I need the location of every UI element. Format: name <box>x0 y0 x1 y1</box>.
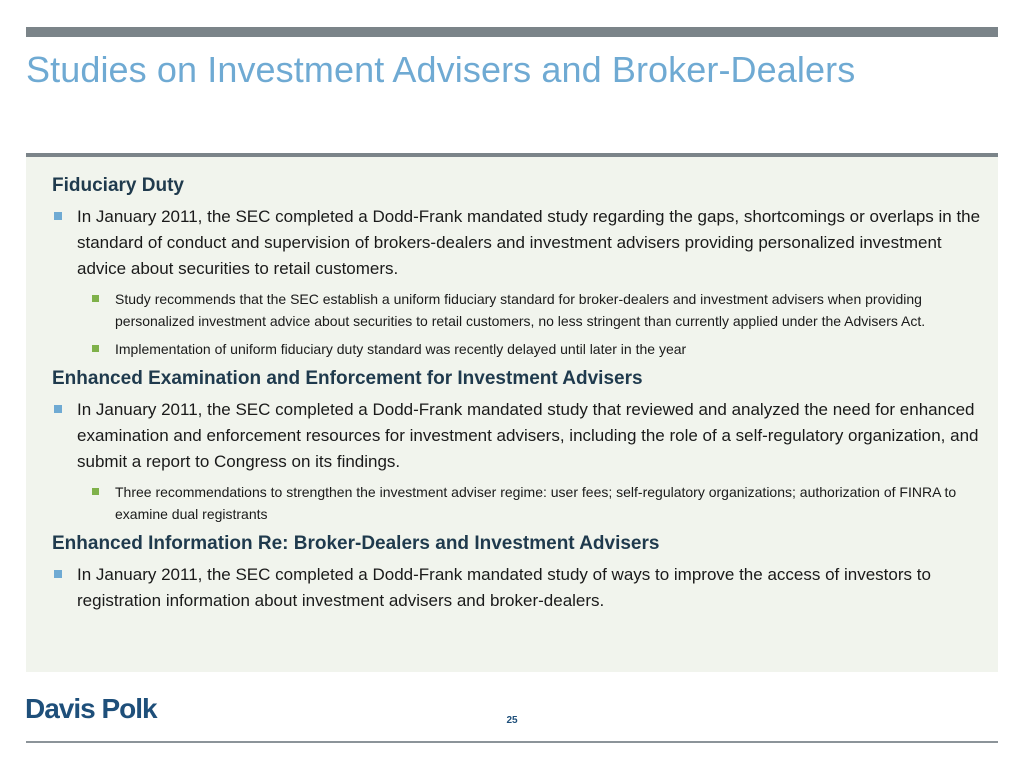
bullet-text: In January 2011, the SEC completed a Dodd-Frank mandated study of ways to improve the access of investors to registration information about investment advisers and broker-dealers. <box>77 565 931 610</box>
section-heading: Fiduciary Duty <box>52 175 184 196</box>
sub-bullet-item <box>52 338 982 360</box>
square-bullet-icon <box>54 212 62 220</box>
sub-bullet-item <box>52 288 982 332</box>
square-sub-bullet-icon <box>92 345 99 352</box>
sub-bullet-text: Study recommends that the SEC establish a uniform fiduciary standard for broker-dealers and investment advisers when providing personalized investment advice about securities to retail customers, no less stringent than currently applied under the Advisers Act. <box>115 291 926 329</box>
section-enhanced-information <box>52 530 982 614</box>
bottom-rule <box>26 741 998 743</box>
bullet-item <box>52 562 982 614</box>
bullet-item <box>52 397 982 475</box>
square-sub-bullet-icon <box>92 295 99 302</box>
square-bullet-icon <box>54 405 62 413</box>
section-heading: Enhanced Information Re: Broker-Dealers and Investment Advisers <box>52 533 660 554</box>
square-sub-bullet-icon <box>92 488 99 495</box>
bullet-item <box>52 204 982 282</box>
sub-bullet-text: Implementation of uniform fiduciary duty standard was recently delayed until later in the year <box>115 341 687 357</box>
bullet-text: In January 2011, the SEC completed a Dodd-Frank mandated study that reviewed and analyzed the need for enhanced examination and enforcement resources for investment advisers, including the role of a self-regulatory organization, and submit a report to Congress on its findings. <box>77 400 979 471</box>
page-number: 25 <box>506 715 518 726</box>
section-heading: Enhanced Examination and Enforcement for Investment Advisers <box>52 368 643 389</box>
davis-polk-logo <box>9 678 195 738</box>
sub-bullet-item <box>52 481 982 525</box>
section-enhanced-examination <box>52 365 982 525</box>
logo-text: Davis Polk <box>25 693 157 724</box>
section-fiduciary-duty <box>52 172 982 360</box>
slide-title: Studies on Investment Advisers and Broker-Dealers <box>26 49 856 90</box>
slide-content <box>52 172 982 614</box>
bullet-text: In January 2011, the SEC completed a Dodd-Frank mandated study regarding the gaps, shortcomings or overlaps in the standard of conduct and supervision of brokers-dealers and investment advisers providing personalized investment advice about securities to retail customers. <box>77 207 981 278</box>
sub-bullet-text: Three recommendations to strengthen the investment adviser regime: user fees; self-regulatory organizations; authorization of FINRA to examine dual registrants <box>115 484 957 522</box>
square-bullet-icon <box>54 570 62 578</box>
top-rule <box>26 27 998 37</box>
